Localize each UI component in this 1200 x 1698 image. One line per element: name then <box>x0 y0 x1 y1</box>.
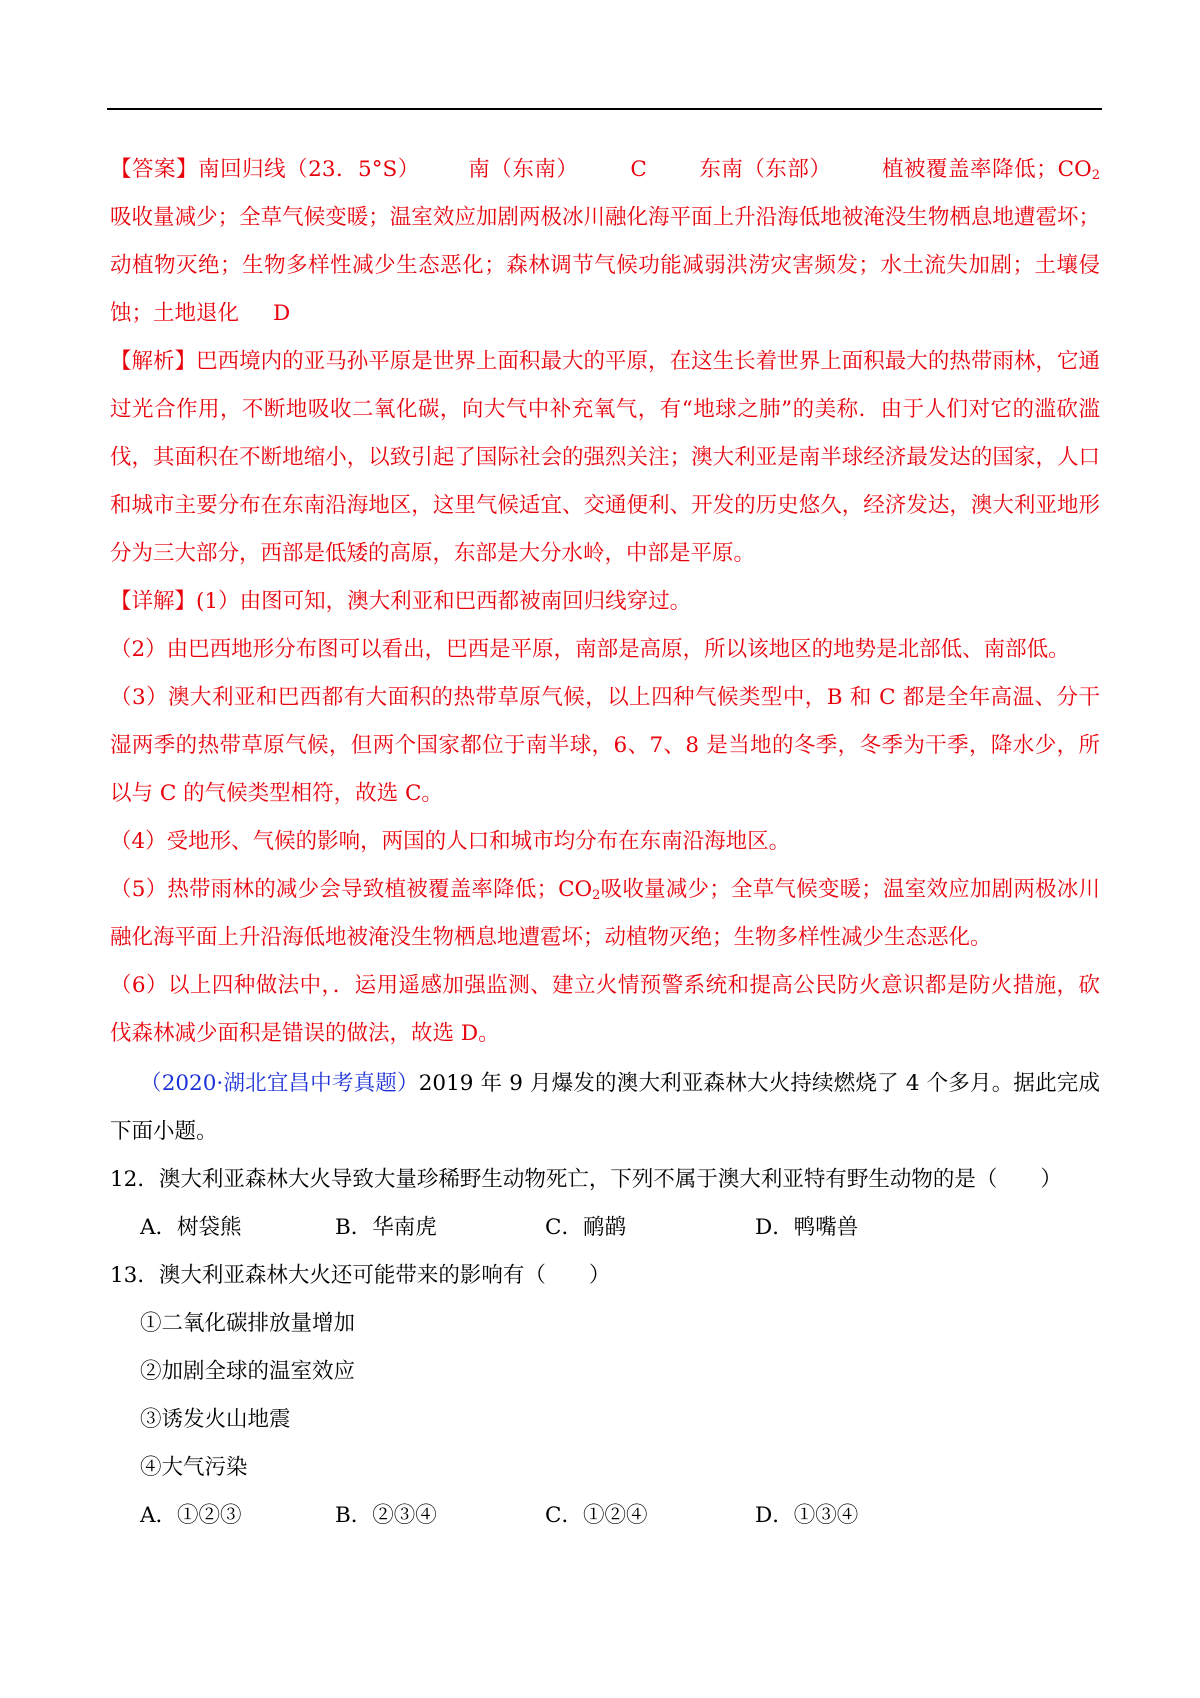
detail-5-pre: （5）热带雨林的减少会导致植被覆盖率降低；CO <box>110 877 593 902</box>
answer-part-6: D <box>273 301 291 326</box>
answer-part-5-sub: 2 <box>1091 168 1100 183</box>
question-13-items <box>110 1300 1100 1492</box>
analysis-paragraph <box>110 338 1100 578</box>
q12-option-d[interactable]: D．鸭嘴兽 <box>755 1215 859 1240</box>
detail-5-post: 吸收量减少；全草气候变暖；温室效应加剧两极冰川融化海平面上升沿海低地被淹没生物栖息地遭雹坏；动植物灭绝；生物多样性减少生态恶化。 <box>110 877 1100 950</box>
answer-label: 【答案】 <box>110 157 199 182</box>
answer-part-2: 南（东南） <box>467 157 579 182</box>
q13-item-1: ①二氧化碳排放量增加 <box>140 1311 356 1336</box>
q13-option-b[interactable]: B．②③④ <box>335 1503 437 1528</box>
q12-option-b[interactable]: B．华南虎 <box>335 1215 437 1240</box>
q12-option-a[interactable]: A．树袋熊 <box>140 1215 242 1240</box>
answer-part-4: 东南（东部） <box>698 157 832 182</box>
detail-paragraph-3: （3）澳大利亚和巴西都有大面积的热带草原气候，以上四种气候类型中，B 和 C 都是全年高温、分干湿两季的热带草原气候，但两个国家都位于南半球，6、7、8 是当地的冬季，冬季为干季，降水少，所以与 C 的气候类型相符，故选 C。 <box>110 685 1100 806</box>
answer-part-5-pre: 植被覆盖率降低；CO <box>881 157 1092 182</box>
detail-5-sub: 2 <box>592 888 601 903</box>
question-intro-text: 2019 年 9 月爆发的澳大利亚森林大火持续燃烧了 4 个多月。据此完成下面小题。 <box>110 1071 1100 1144</box>
question-12-options <box>110 1204 1100 1252</box>
answer-part-3: C <box>630 157 647 182</box>
detail-paragraph-5 <box>110 866 1100 962</box>
question-source-tag: （2020·湖北宜昌中考真题） <box>140 1071 419 1096</box>
answer-paragraph <box>110 146 1100 338</box>
question-intro <box>110 1060 1100 1156</box>
question-13-stem: 13．澳大利亚森林大火还可能带来的影响有（ ） <box>110 1263 611 1288</box>
q13-option-d[interactable]: D．①③④ <box>755 1503 859 1528</box>
question-13-options <box>110 1492 1100 1540</box>
q13-item-2: ②加剧全球的温室效应 <box>140 1359 356 1384</box>
analysis-label: 【解析】 <box>110 349 197 374</box>
q13-item-3: ③诱发火山地震 <box>140 1407 291 1432</box>
answer-part-5-post: 吸收量减少；全草气候变暖；温室效应加剧两极冰川融化海平面上升沿海低地被淹没生物栖息地遭雹坏；动植物灭绝；生物多样性减少生态恶化；森林调节气候功能减弱洪涝灾害频发；水土流失加剧；土壤侵蚀；土地退化 <box>110 205 1100 326</box>
detail-paragraph-6: （6）以上四种做法中，．运用遥感加强监测、建立火情预警系统和提高公民防火意识都是防火措施，砍伐森林减少面积是错误的做法，故选 D。 <box>110 973 1100 1046</box>
detail-1-text: (1）由图可知，澳大利亚和巴西都被南回归线穿过。 <box>196 589 692 614</box>
q13-item-4: ④大气污染 <box>140 1455 248 1480</box>
page-content <box>110 146 1100 1540</box>
detail-paragraph-2: （2）由巴西地形分布图可以看出，巴西是平原，南部是高原，所以该地区的地势是北部低、南部低。 <box>110 637 1070 662</box>
q12-option-c[interactable]: C．鸸鹋 <box>545 1215 626 1240</box>
answer-part-1: 南回归线（23．5°S） <box>198 157 420 182</box>
q13-option-c[interactable]: C．①②④ <box>545 1503 648 1528</box>
header-rule <box>107 108 1102 110</box>
detail-paragraph-4: （4）受地形、气候的影响，两国的人口和城市均分布在东南沿海地区。 <box>110 829 791 854</box>
detail-label: 【详解】 <box>110 589 197 614</box>
q13-option-a[interactable]: A．①②③ <box>140 1503 242 1528</box>
analysis-text: 巴西境内的亚马孙平原是世界上面积最大的平原，在这生长着世界上面积最大的热带雨林，它通过光合作用，不断地吸收二氧化碳，向大气中补充氧气，有“地球之肺”的美称．由于人们对它的滥砍滥伐，其面积在不断地缩小，以致引起了国际社会的强烈关注；澳大利亚是南半球经济最发达的国家，人口和城市主要分布在东南沿海地区，这里气候适宜、交通便利、开发的历史悠久，经济发达，澳大利亚地形分为三大部分，西部是低矮的高原，东部是大分水岭，中部是平原。 <box>110 349 1100 566</box>
detail-paragraph-1 <box>110 578 1100 626</box>
question-12-stem: 12．澳大利亚森林大火导致大量珍稀野生动物死亡，下列不属于澳大利亚特有野生动物的是（ ） <box>110 1167 1062 1192</box>
